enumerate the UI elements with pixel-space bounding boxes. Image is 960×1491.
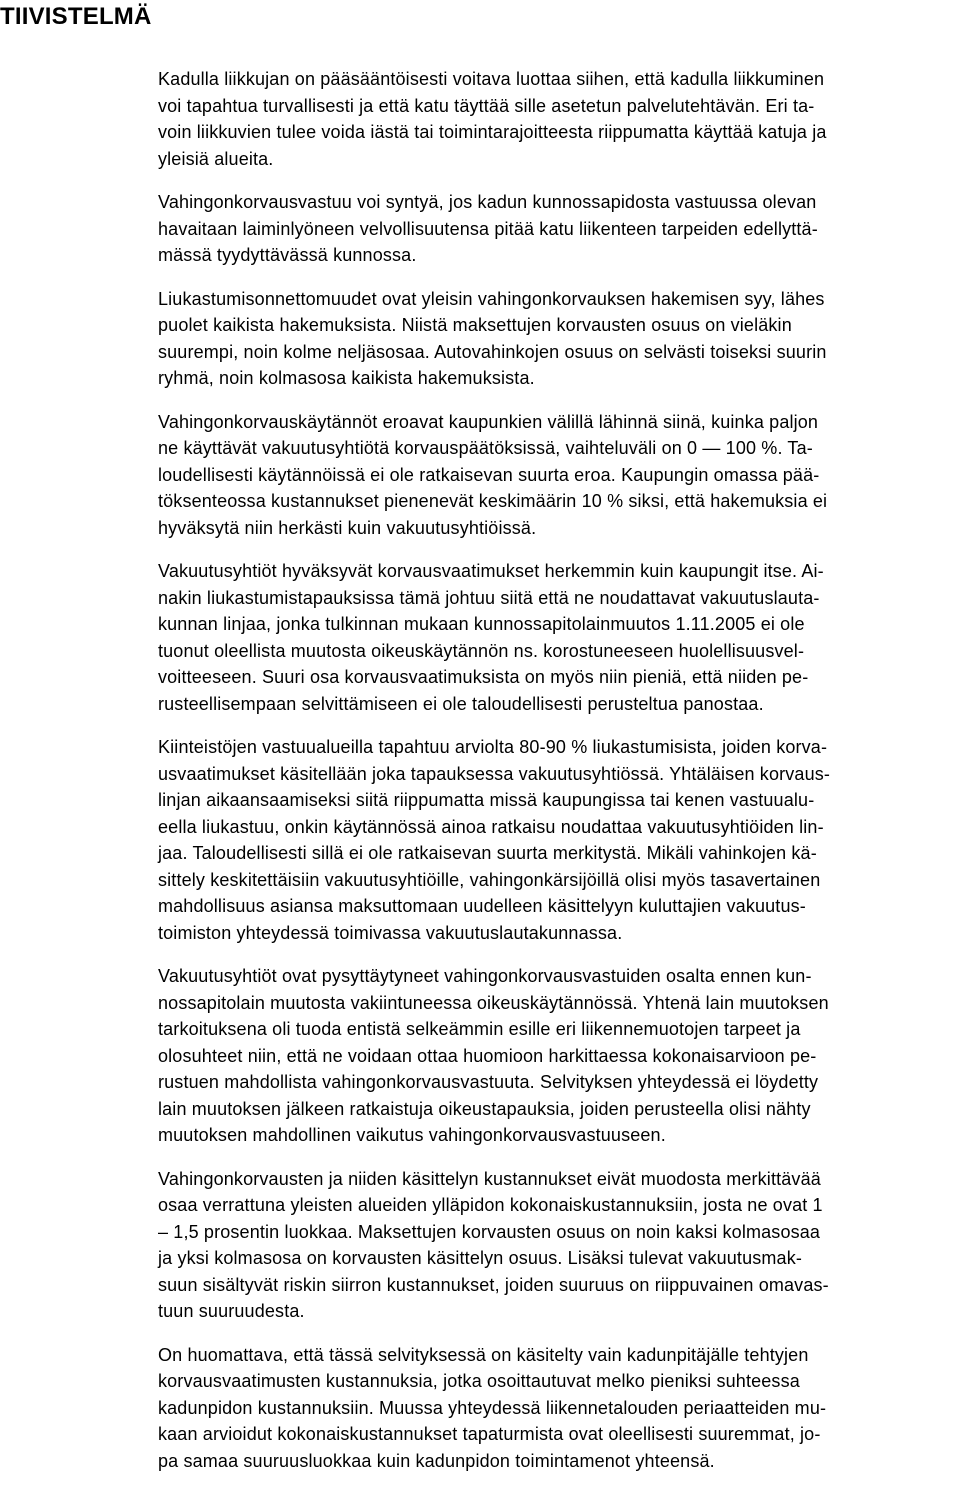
text-line: kadunpidon kustannuksiin. Muussa yhteydessä liikennetalouden periaatteiden mu-	[158, 1397, 827, 1418]
text-line: korvausvaatimusten kustannuksia, jotka osoittautuvat melko pieniksi suhteessa	[158, 1371, 800, 1391]
text-line: tarkoituksena oli tuoda entistä selkeämmin esille eri liikennemuotojen tarpeet ja	[158, 1019, 801, 1039]
text-line: Kadulla liikkujan on pääsääntöisesti voitava luottaa siihen, että kadulla liikkuminen	[158, 69, 825, 89]
text-line: hyväksytä niin herkästi kuin vakuutusyhtiöissä.	[158, 517, 537, 538]
text-line: tuonut oleellista muutosta oikeuskäytännön ns. korostuneeseen huolellisuusvel-	[158, 640, 805, 661]
text-line: yleisiä alueita.	[158, 148, 274, 169]
text-line: ryhmä, noin kolmasosa kaikista hakemuksista.	[158, 368, 535, 388]
text-line: Kiinteistöjen vastuualueilla tapahtuu arviolta 80-90 % liukastumisista, joiden korva-	[158, 737, 828, 757]
text-line: Vakuutusyhtiöt hyväksyvät korvausvaatimukset herkemmin kuin kaupungit itse. Ai-	[158, 561, 824, 581]
text-line: muutoksen mahdollinen vaikutus vahingonkorvausvastuuseen.	[158, 1125, 666, 1145]
text-line: Vakuutusyhtiöt ovat pysyttäytyneet vahingonkorvausvastuiden osalta ennen kun-	[158, 966, 812, 986]
text-line: rusteellisempaan selvittämiseen ei ole taloudellisesti perusteltua panostaa.	[158, 693, 764, 714]
text-line: töksenteossa kustannukset pienenevät keskimäärin 10 % siksi, että hakemuksia ei	[158, 491, 828, 511]
page-title: TIIVISTELMÄ	[0, 3, 152, 30]
text-line: ja yksi kolmasosa on korvausten käsittelyn osuus. Lisäksi tulevat vakuutusmak-	[158, 1248, 802, 1268]
text-line: voitteeseen. Suuri osa korvausvaatimuksista on myös niin pieniä, että niiden pe-	[158, 667, 809, 687]
text-line: lain muutoksen jälkeen ratkaistuja oikeustapauksia, joiden perusteella olisi nähty	[158, 1098, 811, 1119]
text-line: On huomattava, että tässä selvityksessä on käsitelty vain kadunpitäjälle tehtyjen	[158, 1344, 809, 1365]
text-line: rustuen mahdollista vahingonkorvausvastuuta. Selvityksen yhteydessä ei löydetty	[158, 1072, 819, 1092]
text-line: kunnan linjaa, jonka tulkinnan mukaan kunnossapitolainmuutos 1.11.2005 ei ole	[158, 614, 805, 634]
paragraph-4	[158, 409, 958, 542]
paragraph-6	[158, 734, 958, 946]
text-line: usvaatimukset käsitellään joka tapauksessa vakuutusyhtiössä. Yhtäläisen korvaus-	[158, 763, 831, 784]
text-line: mässä tyydyttävässä kunnossa.	[158, 245, 417, 265]
paragraph-3	[158, 286, 958, 392]
text-line: Vahingonkorvausten ja niiden käsittelyn kustannukset eivät muodosta merkittävää	[158, 1168, 821, 1189]
text-line: olosuhteet niin, että ne voidaan ottaa huomioon harkittaessa kokonaisarvioon pe-	[158, 1045, 817, 1066]
text-line: sittely keskitettäisiin vakuutusyhtiöille, vahingonkärsijöillä olisi myös tasavertainen	[158, 869, 821, 890]
paragraph-5	[158, 558, 958, 717]
text-line: – 1,5 prosentin luokkaa. Maksettujen korvausten osuus on noin kaksi kolmasosaa	[158, 1221, 821, 1242]
text-line: Vahingonkorvauskäytännöt eroavat kaupunkien välillä lähinnä siinä, kuinka paljon	[158, 411, 819, 432]
document-body	[158, 66, 958, 1491]
text-line: eella liukastuu, onkin käytännössä ainoa ratkaisu noudattaa vakuutusyhtiöiden lin-	[158, 816, 824, 837]
text-line: mahdollisuus asiansa maksuttomaan uudelleen käsittelyyn kuluttajien vakuutus-	[158, 896, 806, 916]
text-line: nakin liukastumistapauksissa tämä johtuu siitä että ne noudattavat vakuutuslauta-	[158, 587, 820, 608]
text-line: puolet kaikista hakemuksista. Niistä maksettujen korvausten osuus on vieläkin	[158, 315, 792, 335]
text-line: nossapitolain muutosta vakiintuneessa oikeuskäytännössä. Yhtenä lain muutoksen	[158, 992, 829, 1013]
text-line: suun sisältyvät riskin siirron kustannukset, joiden suuruus on riippuvainen omavas-	[158, 1274, 829, 1295]
text-line: voin liikkuvien tulee voida iästä tai toimintarajoitteesta riippumatta käyttää katuja ja	[158, 122, 827, 142]
text-line: linjan aikaansaamiseksi siitä riippumatta missä kaupungissa tai kenen vastuualu-	[158, 790, 815, 810]
paragraph-9	[158, 1342, 958, 1475]
text-line: jaa. Taloudellisesti sillä ei ole ratkaisevan suurta merkitystä. Mikäli vahinkojen kä-	[158, 843, 817, 863]
text-line: toimiston yhteydessä toimivassa vakuutuslautakunnassa.	[158, 922, 623, 943]
paragraph-8	[158, 1166, 958, 1325]
text-line: tuun suuruudesta.	[158, 1301, 305, 1321]
text-line: Liukastumisonnettomuudet ovat yleisin vahingonkorvauksen hakemisen syy, lähes	[158, 288, 825, 309]
text-line: osaa verrattuna yleisten alueiden ylläpidon kokonaiskustannuksiin, josta ne ovat 1	[158, 1195, 823, 1215]
text-line: Vahingonkorvausvastuu voi syntyä, jos kadun kunnossapidosta vastuussa olevan	[158, 192, 817, 212]
text-line: kaan arvioidut kokonaiskustannukset tapaturmista ovat oleellisesti suuremmat, jo-	[158, 1424, 821, 1444]
text-line: pa samaa suuruusluokkaa kuin kadunpidon toimintamenot yhteensä.	[158, 1450, 715, 1471]
text-line: suurempi, noin kolme neljäsosaa. Autovahinkojen osuus on selvästi toiseksi suurin	[158, 341, 827, 362]
paragraph-7	[158, 963, 958, 1149]
text-line: havaitaan laiminlyöneen velvollisuutensa pitää katu liikenteen tarpeiden edellyttä-	[158, 218, 818, 239]
text-line: loudellisesti käytännöissä ei ole ratkaisevan suurta eroa. Kaupungin omassa pää-	[158, 464, 820, 485]
text-line: ne käyttävät vakuutusyhtiötä korvauspäätöksissä, vaihteluväli on 0 — 100 %. Ta-	[158, 438, 813, 458]
paragraph-2	[158, 189, 958, 269]
paragraph-1	[158, 66, 958, 172]
text-line: voi tapahtua turvallisesti ja että katu täyttää sille asetetun palvelutehtävän. Eri ta-	[158, 95, 815, 116]
